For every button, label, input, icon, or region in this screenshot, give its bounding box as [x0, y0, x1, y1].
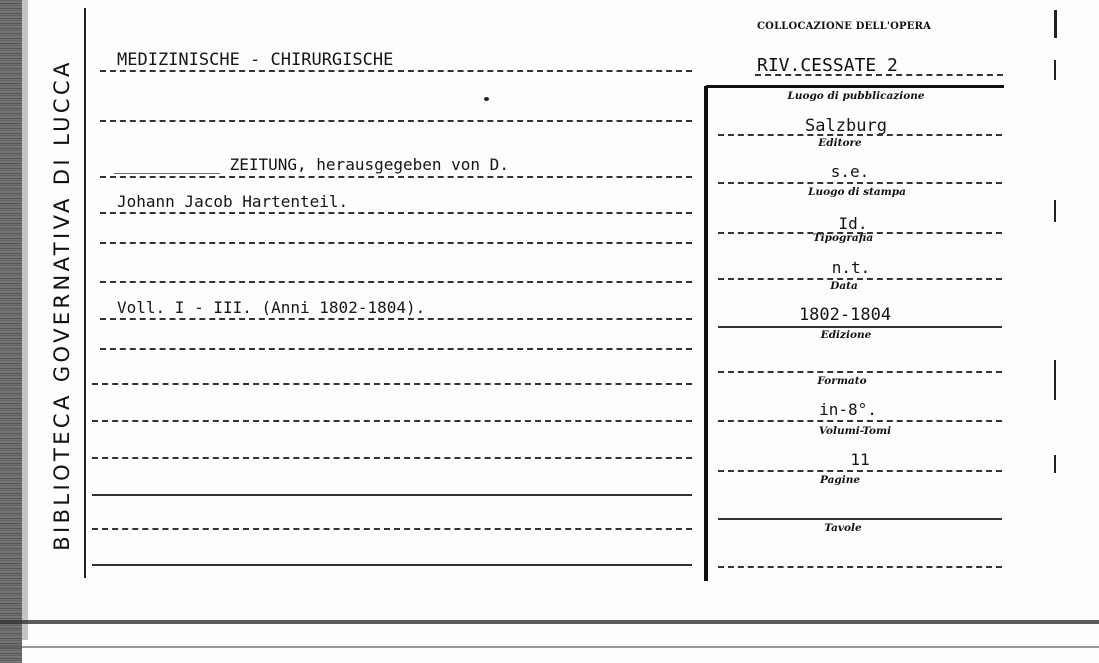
field-value-tipografia: n.t. [831, 258, 871, 277]
collocation-value: RIV.CESSATE 2 [757, 55, 898, 76]
panel-rule-10 [718, 566, 1002, 568]
body-rule-2 [100, 120, 692, 122]
field-label-luogo-pubblicazione: Luogo di pubblicazione [787, 90, 925, 102]
body-rule-5 [100, 242, 692, 244]
field-label-edizione: Edizione [820, 329, 872, 341]
body-rule-12 [92, 494, 692, 496]
panel-divider-top [706, 85, 1004, 88]
right-edge-mark-3 [1054, 200, 1056, 222]
right-edge-mark-4 [1054, 360, 1056, 400]
field-value-luogo-pubblicazione: Salzburg [805, 116, 887, 136]
body-rule-9 [92, 383, 692, 385]
left-margin-rule [84, 8, 86, 578]
collocation-underline [755, 74, 1003, 76]
field-label-tavole: Tavole [824, 522, 862, 534]
collocation-label: COLLOCAZIONE DELL'OPERA [757, 21, 932, 32]
body-rule-11 [92, 457, 692, 459]
title-line-2: ___________ ZEITUNG, herausgegeben von D. [114, 155, 509, 174]
field-value-data: 1802-1804 [798, 305, 892, 325]
right-edge-mark-1 [1054, 10, 1057, 38]
panel-rule-2 [718, 182, 1002, 184]
field-value-luogo-stampa: Id. [838, 214, 868, 233]
field-label-volumi-tomi: Volumi-Tomi [818, 425, 892, 437]
body-rule-3 [100, 176, 692, 178]
body-rule-10 [92, 420, 692, 422]
right-edge-mark-5 [1054, 455, 1056, 473]
body-rule-4 [100, 212, 692, 214]
body-rule-7 [100, 318, 692, 320]
field-label-data: Data [830, 280, 858, 292]
field-label-tipografia: Tipografia [812, 232, 874, 244]
title-line-4: Voll. I - III. (Anni 1802-1804). [117, 298, 426, 317]
library-name-vertical: BIBLIOTECA GOVERNATIVA DI LUCCA [50, 59, 74, 551]
bottom-scan-band [0, 620, 1099, 624]
ink-speck [484, 97, 489, 101]
field-label-editore: Editore [818, 137, 862, 149]
panel-rule-9 [718, 518, 1002, 520]
right-edge-mark-2 [1054, 60, 1056, 80]
card-left-edge-scan-artifact [0, 0, 22, 663]
body-rule-13 [92, 528, 692, 530]
field-value-formato: in-8°. [819, 400, 877, 419]
body-rule-14 [92, 564, 692, 566]
panel-rule-1 [718, 134, 1002, 136]
field-value-volumi-tomi: 11 [850, 450, 870, 469]
card-left-shadow [22, 0, 28, 640]
title-line-1: MEDIZINISCHE - CHIRURGISCHE [117, 50, 394, 70]
panel-rule-7 [718, 420, 1002, 422]
field-label-formato: Formato [817, 375, 867, 387]
panel-divider-vertical [704, 86, 708, 581]
panel-rule-6 [718, 371, 1002, 373]
body-rule-6 [100, 281, 692, 283]
panel-rule-5 [718, 326, 1002, 328]
field-value-editore: s.e. [830, 162, 870, 181]
field-label-pagine: Pagine [819, 474, 861, 486]
title-line-3: Johann Jacob Hartenteil. [117, 192, 349, 211]
field-label-luogo-stampa: Luogo di stampa [808, 186, 906, 198]
panel-rule-4 [718, 278, 1002, 280]
bottom-scan-band-2 [0, 646, 1099, 648]
body-rule-8 [100, 348, 692, 350]
body-rule-1 [100, 70, 692, 72]
panel-rule-8 [718, 470, 1002, 472]
